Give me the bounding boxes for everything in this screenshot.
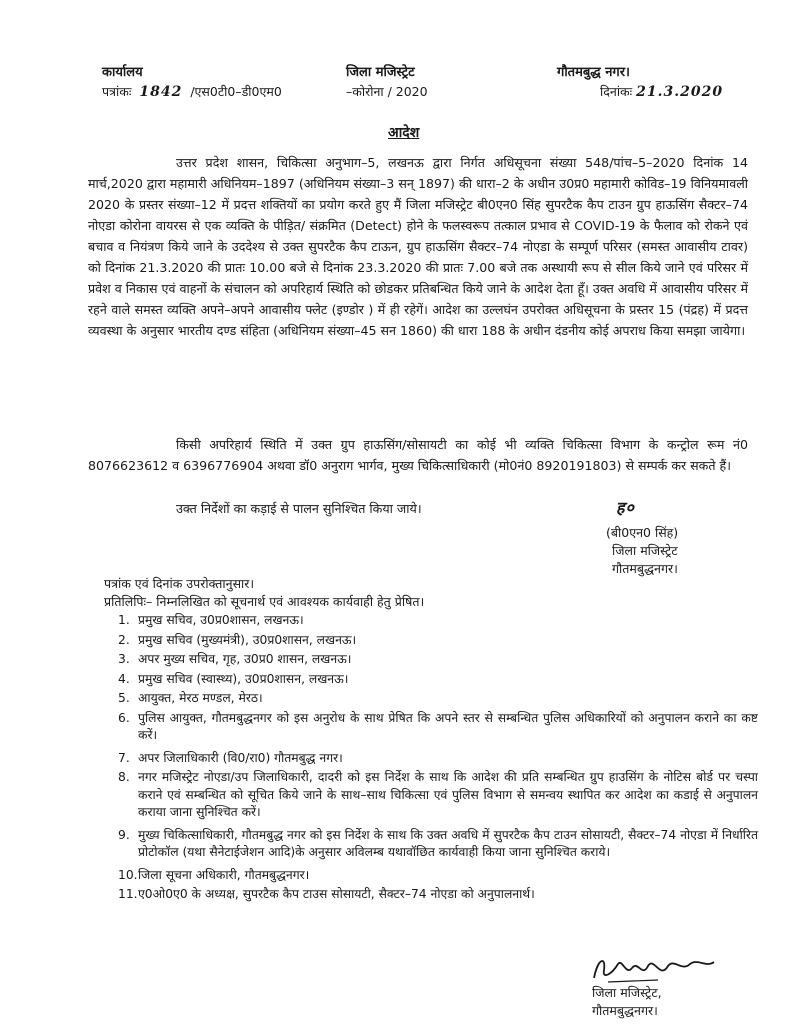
date-label: दिनांकः [600, 84, 633, 99]
date-handwritten: 21.3.2020 [636, 84, 724, 100]
list-item: 11. ए0ओ0ए0 के अध्यक्ष, सुपरटैक कैप टाउस सोसायटी, सैक्टर–74 नोएडा को अनुपालनार्थ। [118, 887, 535, 901]
signature-mark: ह० [616, 498, 635, 517]
list-item: 2. प्रमुख सचिव (मुख्यमंत्री), उ0प्र0शासन, लखनऊ। [118, 632, 357, 647]
list-item: 8. नगर मजिस्ट्रेट नोएडा/उप जिलाधिकारी, दादरी को इस निर्देश के साथ कि आदेश की प्रति सम्बन्धित ग्रुप हाउसिंग के नोटिस बोर्ड पर चस्पा कराने एवं सम्बन्धित को सूचित किये जाने के साथ–साथ चिकित्सा एवं पुलिस विभाग से समन्वय स्थापित कर आदेश का कडाई से अनुपालन कराया जाना सुनिश्चित करें। [118, 770, 758, 819]
list-item: 10. जिला सूचना अधिकारी, गौतमबुद्धनगर। [118, 867, 310, 882]
order-paragraph-main: उत्तर प्रदेश शासन, चिकित्सा अनुभाग–5, लखनऊ द्वारा निर्गत अधिसूचना संख्या 548/पांच–5–2020 दिनांक 14 मार्च,2020 द्वारा महामारी अधिनियम–1897 (अधिनियम संख्या–3 सन् 1897) की धारा–2 के अधीन उ0प्र0 महामारी कोविड–19 विनियमावली 2020 के प्रस्तर संख्या–12 में प्रदत्त शक्तियों का प्रयोग करते हुए मैं जिला मजिस्ट्रेट बी0एन0 सिंह सुपरटैक कैप टाउन ग्रुप हाऊसिंग सैक्टर–74 नोएडा कोरोना वायरस से एक व्यक्ति के पीड़ित/ संक्रमित (Detect) होने के फलस्वरूप तत्काल प्रभाव से COVID-19 के फैलाव को रोकने एवं बचाव व नियंत्रण किये जाने के उददेश्य से उक्त सुपरटैक कैप टाऊन, ग्रुप हाऊसिंग सैक्टर–74 नोएडा के सम्पूर्ण परिसर (समस्त आवासीय टावर) को दिनांक 21.3.2020 की प्रातः 10.00 बजे से दिनांक 23.3.2020 की प्रातः 7.00 बजे तक अस्थायी रूप से सील किये जाने एवं परिसर में प्रवेश व निकास एवं वाहनों के संचालन को अपरिहार्य स्थिति को छोडकर प्रतिबन्धित किये जाने के आदेश देता हूँ। उक्त अवधि में आवासीय परिसर में रहने वाले समस्त व्यक्ति अपने–अपने आवासीय फ्लेट (इण्डोर ) में ही रहेगें। आदेश का उल्लघंन उपरोक्त अधिसूचना के प्रस्तर 15 (पंद्रह) में प्रदत्त व्यवस्था के अनुसार भारतीय दण्ड संहिता (अधिनियम संख्या–45 सन 1860) की धारा 188 के अधीन दंडनीय कोई अपराध किया समझा जायेगा। [88, 155, 748, 338]
location-header: गौतमबुद्ध नगर। [557, 65, 630, 80]
handwritten-signature [588, 952, 718, 986]
letter-number-label: पत्रांकः [102, 84, 132, 99]
signatory-designation: जिला मजिस्ट्रेट [612, 543, 678, 558]
letter-number [102, 83, 282, 100]
closing-place: गौतमबुद्धनगर। [592, 1003, 658, 1018]
office-label: कार्यालय [102, 65, 143, 80]
list-item: 1. प्रमुख सचिव, उ0प्र0शासन, लखनऊ। [118, 613, 304, 627]
authority-subtitle: –कोरोना / 2020 [346, 84, 428, 99]
list-item: 4. प्रमुख सचिव (स्वास्थ्य), उ0प्र0शासन, लखनऊ। [118, 671, 349, 686]
letter-number-handwritten: 1842 [139, 84, 183, 100]
copy-intro: प्रतिलिपिः– निम्नलिखित को सूचनार्थ एवं आवश्यक कार्यवाही हेतु प्रेषित। [104, 594, 425, 609]
order-title: आदेश [388, 125, 420, 141]
reference-line: पत्रांक एवं दिनांक उपरोक्तानुसार। [104, 576, 255, 591]
date-line [600, 83, 723, 100]
order-paragraph-compliance: उक्त निर्देशों का कड़ाई से पालन सुनिश्चित किया जाये। [176, 501, 422, 516]
list-item: 9. मुख्य चिकित्साधिकारी, गौतमबुद्ध नगर को इस निर्देश के साथ कि उक्त अवधि में सुपरटैक कैप टाउन सोसायटी, सैक्टर–74 नोएडा में निर्धारित प्रोटोकॉल (यथा सैनेटाईजेशन आदि)के अनुसार अविलम्ब यथावॉछित कार्यवाही किया जाना सुनिश्चित कराये। [118, 827, 758, 859]
list-item: 7. अपर जिलाधिकारी (वि0/रा0) गौतमबुद्ध नगर। [118, 750, 343, 765]
copy-recipient-list [118, 612, 758, 906]
authority-title: जिला मजिस्ट्रेट [346, 65, 415, 80]
closing-designation: जिला मजिस्ट्रेट, [592, 985, 662, 1000]
letter-number-suffix: /एस0टी0–डी0एम0 [190, 84, 282, 99]
signatory-place: गौतमबुद्धनगर। [612, 561, 678, 576]
list-item: 3. अपर मुख्य सचिव, गृह, उ0प्र0 शासन, लखनऊ। [118, 652, 352, 666]
list-item: 6. पुलिस आयुक्त, गौतमबुद्धनगर को इस अनुरोध के साथ प्रेषित कि अपने स्तर से सम्बन्धित पुलिस अधिकारियों को अनुपालन कराने का कष्ट करें। [118, 710, 758, 742]
list-item: 5. आयुक्त, मेरठ मण्डल, मेरठ। [118, 691, 263, 705]
order-paragraph-contact: किसी अपरिहार्य स्थिति में उक्त ग्रुप हाऊसिंग/सोसायटी का कोई भी व्यक्ति चिकित्सा विभाग के कन्ट्रोल रूम नं0 8076623612 व 6396776904 अथवा डॉ0 अनुराग भार्गव, मुख्य चिकित्साधिकारी (मो0नं0 8920191803) से सम्पर्क कर सकते हैं। [88, 437, 748, 473]
signatory-name: (बी0एन0 सिंह) [606, 525, 679, 540]
